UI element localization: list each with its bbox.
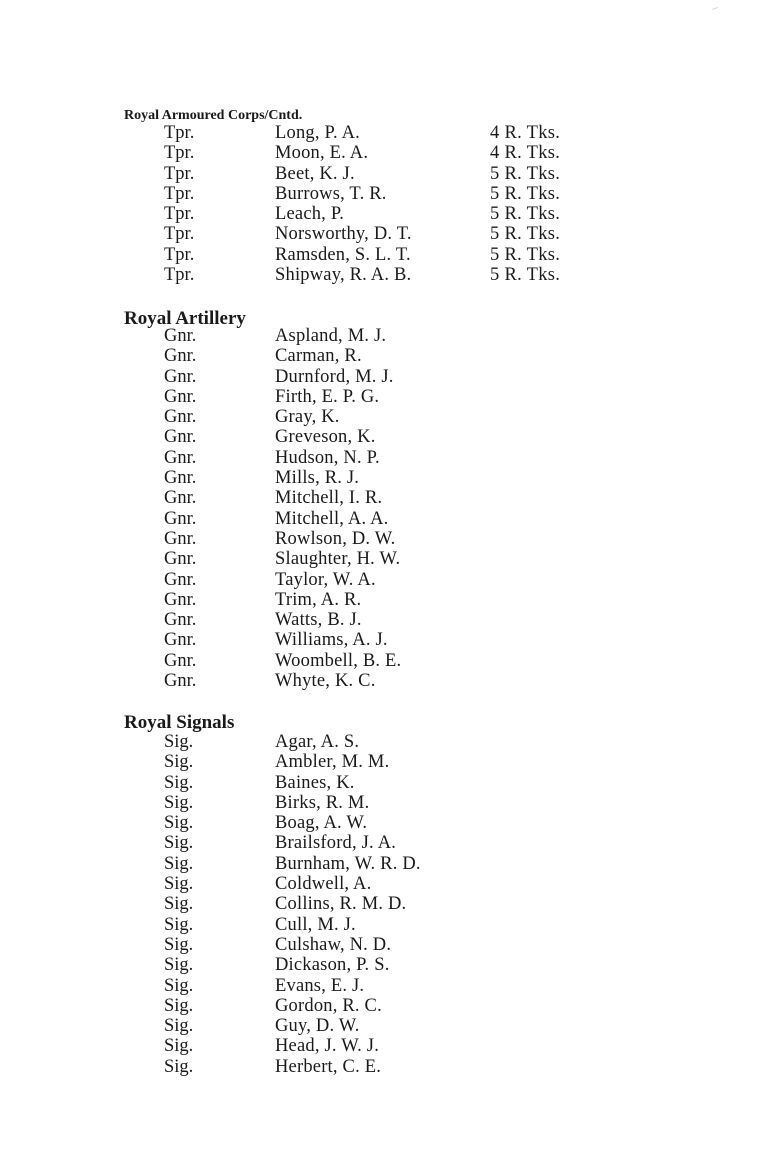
person-name: Collins, R. M. D. <box>275 894 407 915</box>
rank-label: Tpr. <box>164 123 195 143</box>
list-item <box>0 854 780 874</box>
rank-label: Tpr. <box>164 224 195 245</box>
list-item <box>0 630 780 650</box>
person-name: Agar, A. S. <box>275 732 360 752</box>
person-name: Shipway, R. A. B. <box>275 265 412 286</box>
rank-label: Sig. <box>164 1056 194 1077</box>
section-heading: Royal Signals <box>124 712 235 733</box>
list-item <box>0 468 780 488</box>
rank-label: Sig. <box>164 894 194 915</box>
person-name: Dickason, P. S. <box>275 955 390 976</box>
person-name: Firth, E. P. G. <box>275 386 380 407</box>
list-item <box>0 265 780 285</box>
rank-label: Tpr. <box>164 244 195 265</box>
list-item <box>0 1016 780 1036</box>
list-item <box>0 874 780 894</box>
rank-label: Tpr. <box>164 143 195 164</box>
rank-label: Sig. <box>164 833 194 854</box>
rank-label: Sig. <box>164 1036 194 1057</box>
rank-label: Gnr. <box>164 326 197 346</box>
person-name: Burnham, W. R. D. <box>275 853 421 874</box>
rank-label: Gnr. <box>164 569 197 590</box>
list-item <box>0 894 780 914</box>
rank-label: Tpr. <box>164 183 195 204</box>
person-name: Long, P. A. <box>275 123 360 143</box>
rank-label: Gnr. <box>164 589 197 610</box>
rank-label: Sig. <box>164 1016 194 1037</box>
person-name: Head, J. W. J. <box>275 1036 380 1057</box>
person-name: Baines, K. <box>275 772 355 793</box>
rank-label: Sig. <box>164 874 194 895</box>
unit-label: 5 R. Tks. <box>490 204 561 225</box>
rank-label: Tpr. <box>164 204 195 225</box>
rank-label: Gnr. <box>164 427 197 448</box>
rank-label: Sig. <box>164 914 194 935</box>
rank-label: Gnr. <box>164 671 197 692</box>
roll-list <box>0 732 780 1077</box>
rank-label: Sig. <box>164 813 194 834</box>
rank-label: Sig. <box>164 732 194 752</box>
list-item <box>0 326 780 346</box>
rank-label: Gnr. <box>164 650 197 671</box>
list-item <box>0 610 780 630</box>
unit-label: 5 R. Tks. <box>490 163 561 184</box>
person-name: Hudson, N. P. <box>275 447 380 468</box>
rank-label: Sig. <box>164 995 194 1016</box>
list-item <box>0 164 780 184</box>
rank-label: Tpr. <box>164 265 195 286</box>
list-item <box>0 367 780 387</box>
person-name: Mitchell, A. A. <box>275 508 389 529</box>
list-item <box>0 488 780 508</box>
rank-label: Gnr. <box>164 488 197 509</box>
person-name: Burrows, T. R. <box>275 183 387 204</box>
person-name: Aspland, M. J. <box>275 326 387 346</box>
list-item <box>0 549 780 569</box>
person-name: Guy, D. W. <box>275 1016 360 1037</box>
list-item <box>0 833 780 853</box>
person-name: Beet, K. J. <box>275 163 355 184</box>
rank-label: Gnr. <box>164 407 197 428</box>
list-item <box>0 123 780 143</box>
person-name: Trim, A. R. <box>275 589 362 610</box>
roll-list <box>0 326 780 691</box>
person-name: Norsworthy, D. T. <box>275 224 412 245</box>
list-item <box>0 935 780 955</box>
person-name: Gordon, R. C. <box>275 995 382 1016</box>
list-item <box>0 915 780 935</box>
list-item <box>0 671 780 691</box>
person-name: Woombell, B. E. <box>275 650 402 671</box>
list-item <box>0 752 780 772</box>
rank-label: Gnr. <box>164 447 197 468</box>
person-name: Mills, R. J. <box>275 468 360 489</box>
rank-label: Gnr. <box>164 549 197 570</box>
list-item <box>0 245 780 265</box>
unit-label: 4 R. Tks. <box>490 123 561 143</box>
person-name: Boag, A. W. <box>275 813 368 834</box>
list-item <box>0 793 780 813</box>
person-name: Birks, R. M. <box>275 792 370 813</box>
person-name: Williams, A. J. <box>275 630 388 651</box>
list-item <box>0 346 780 366</box>
unit-label: 5 R. Tks. <box>490 224 561 245</box>
unit-label: 5 R. Tks. <box>490 183 561 204</box>
person-name: Culshaw, N. D. <box>275 934 392 955</box>
person-name: Mitchell, I. R. <box>275 488 383 509</box>
section-heading: Royal Artillery <box>124 308 246 329</box>
rank-label: Gnr. <box>164 528 197 549</box>
person-name: Taylor, W. A. <box>275 569 376 590</box>
rank-label: Sig. <box>164 752 194 773</box>
list-item <box>0 224 780 244</box>
person-name: Brailsford, J. A. <box>275 833 397 854</box>
list-item <box>0 773 780 793</box>
unit-label: 5 R. Tks. <box>490 244 561 265</box>
list-item <box>0 1057 780 1077</box>
person-name: Herbert, C. E. <box>275 1056 382 1077</box>
person-name: Evans, E. J. <box>275 975 365 996</box>
list-item <box>0 204 780 224</box>
unit-label: 5 R. Tks. <box>490 265 561 286</box>
list-item <box>0 570 780 590</box>
person-name: Moon, E. A. <box>275 143 369 164</box>
list-item <box>0 529 780 549</box>
person-name: Slaughter, H. W. <box>275 549 401 570</box>
list-item <box>0 955 780 975</box>
person-name: Cull, M. J. <box>275 914 356 935</box>
rank-label: Sig. <box>164 975 194 996</box>
rank-label: Gnr. <box>164 366 197 387</box>
list-item <box>0 143 780 163</box>
person-name: Carman, R. <box>275 346 362 367</box>
rank-label: Sig. <box>164 772 194 793</box>
rank-label: Gnr. <box>164 386 197 407</box>
unit-label: 4 R. Tks. <box>490 143 561 164</box>
rank-label: Gnr. <box>164 346 197 367</box>
list-item <box>0 651 780 671</box>
rank-label: Sig. <box>164 955 194 976</box>
list-item <box>0 813 780 833</box>
list-item <box>0 732 780 752</box>
rank-label: Sig. <box>164 934 194 955</box>
person-name: Ambler, M. M. <box>275 752 390 773</box>
person-name: Ramsden, S. L. T. <box>275 244 411 265</box>
rank-label: Gnr. <box>164 610 197 631</box>
section-heading: Royal Armoured Corps/Cntd. <box>124 108 303 123</box>
person-name: Durnford, M. J. <box>275 366 394 387</box>
list-item <box>0 448 780 468</box>
rank-label: Tpr. <box>164 163 195 184</box>
rank-label: Sig. <box>164 853 194 874</box>
list-item <box>0 427 780 447</box>
person-name: Watts, B. J. <box>275 610 362 631</box>
list-item <box>0 996 780 1016</box>
list-item <box>0 184 780 204</box>
list-item <box>0 590 780 610</box>
person-name: Gray, K. <box>275 407 340 428</box>
list-item <box>0 509 780 529</box>
person-name: Leach, P. <box>275 204 345 225</box>
rank-label: Sig. <box>164 792 194 813</box>
list-item <box>0 976 780 996</box>
person-name: Whyte, K. C. <box>275 671 376 692</box>
list-item <box>0 407 780 427</box>
list-item <box>0 387 780 407</box>
rank-label: Gnr. <box>164 630 197 651</box>
scan-mark <box>712 7 718 10</box>
roll-list <box>0 123 780 285</box>
person-name: Greveson, K. <box>275 427 376 448</box>
list-item <box>0 1036 780 1056</box>
person-name: Rowlson, D. W. <box>275 528 396 549</box>
rank-label: Gnr. <box>164 468 197 489</box>
person-name: Coldwell, A. <box>275 874 372 895</box>
rank-label: Gnr. <box>164 508 197 529</box>
